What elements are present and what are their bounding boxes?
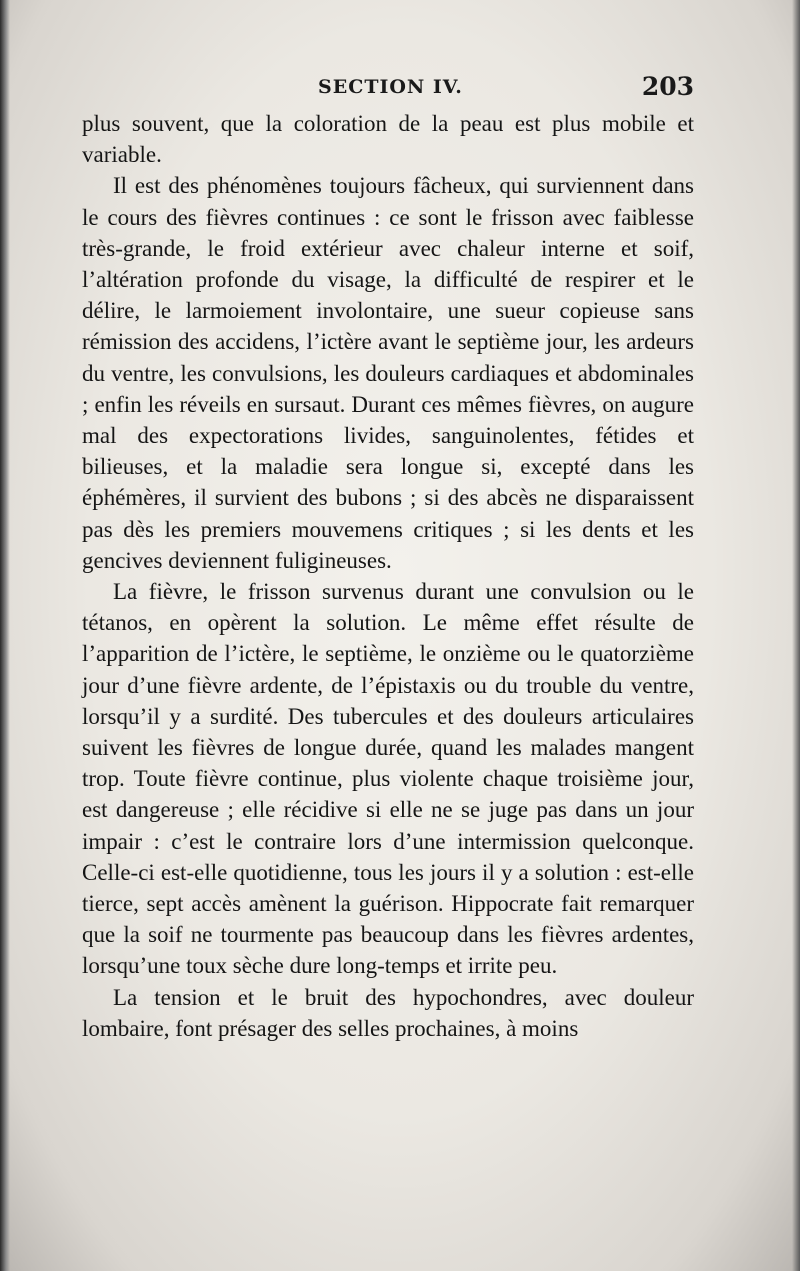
page-number: 203	[641, 72, 694, 101]
paragraph: La fièvre, le frisson survenus durant une convulsion ou le tétanos, en opèrent la solution. Le même effet résulte de l’apparition de l’ictère, le septième, le onzième ou le quatorzième jour d’une fièvre ardente, de l’épistaxis ou du trouble du ventre, lorsqu’il y a surdité. Des tubercules et des douleurs articulaires suivent les fièvres de longue durée, quand les malades mangent trop. Toute fièvre continue, plus violente chaque troisième jour, est dangereuse ; elle récidive si elle ne se juge pas dans un jour impair : c’est le contraire lors d’une intermission quelconque. Celle-ci est-elle quotidienne, tous les jours il y a solution : est-elle tierce, sept accès amènent la guérison. Hippocrate fait remarquer que la soif ne tourmente pas beaucoup dans les fièvres ardentes, lorsqu’une toux sèche dure long-temps et irrite peu.	[82, 579, 694, 979]
paragraph: Il est des phénomènes toujours fâcheux, qui surviennent dans le cours des fièvres continues : ce sont le frisson avec faiblesse très-grande, le froid extérieur avec chaleur interne et soif, l’altération profonde du visage, la difficulté de respirer et le délire, le larmoiement involontaire, une sueur copieuse sans rémission des accidens, l’ictère avant le septième jour, les ardeurs du ventre, les convulsions, les douleurs cardiaques et abdominales ; enfin les réveils en sursaut. Durant ces mêmes fièvres, on augure mal des expectorations livides, sanguinolentes, fétides et bilieuses, et la maladie sera longue si, excepté dans les éphémères, il survient des bubons ; si des abcès ne disparaissent pas dès les premiers mouvemens critiques ; si les dents et les gencives deviennent fuligineuses.	[82, 173, 694, 573]
page-edge-shadow-right	[792, 0, 800, 1271]
body-text	[82, 108, 694, 1044]
paragraph-continuation: plus souvent, que la coloration de la peau est plus mobile et variable.	[82, 111, 694, 168]
section-title: SECTION IV.	[318, 76, 463, 98]
running-header	[82, 70, 694, 104]
paragraph: La tension et le bruit des hypochondres, avec douleur lombaire, font présager des selles prochaines, à moins	[82, 984, 694, 1041]
page-edge-shadow-left	[0, 0, 10, 1271]
